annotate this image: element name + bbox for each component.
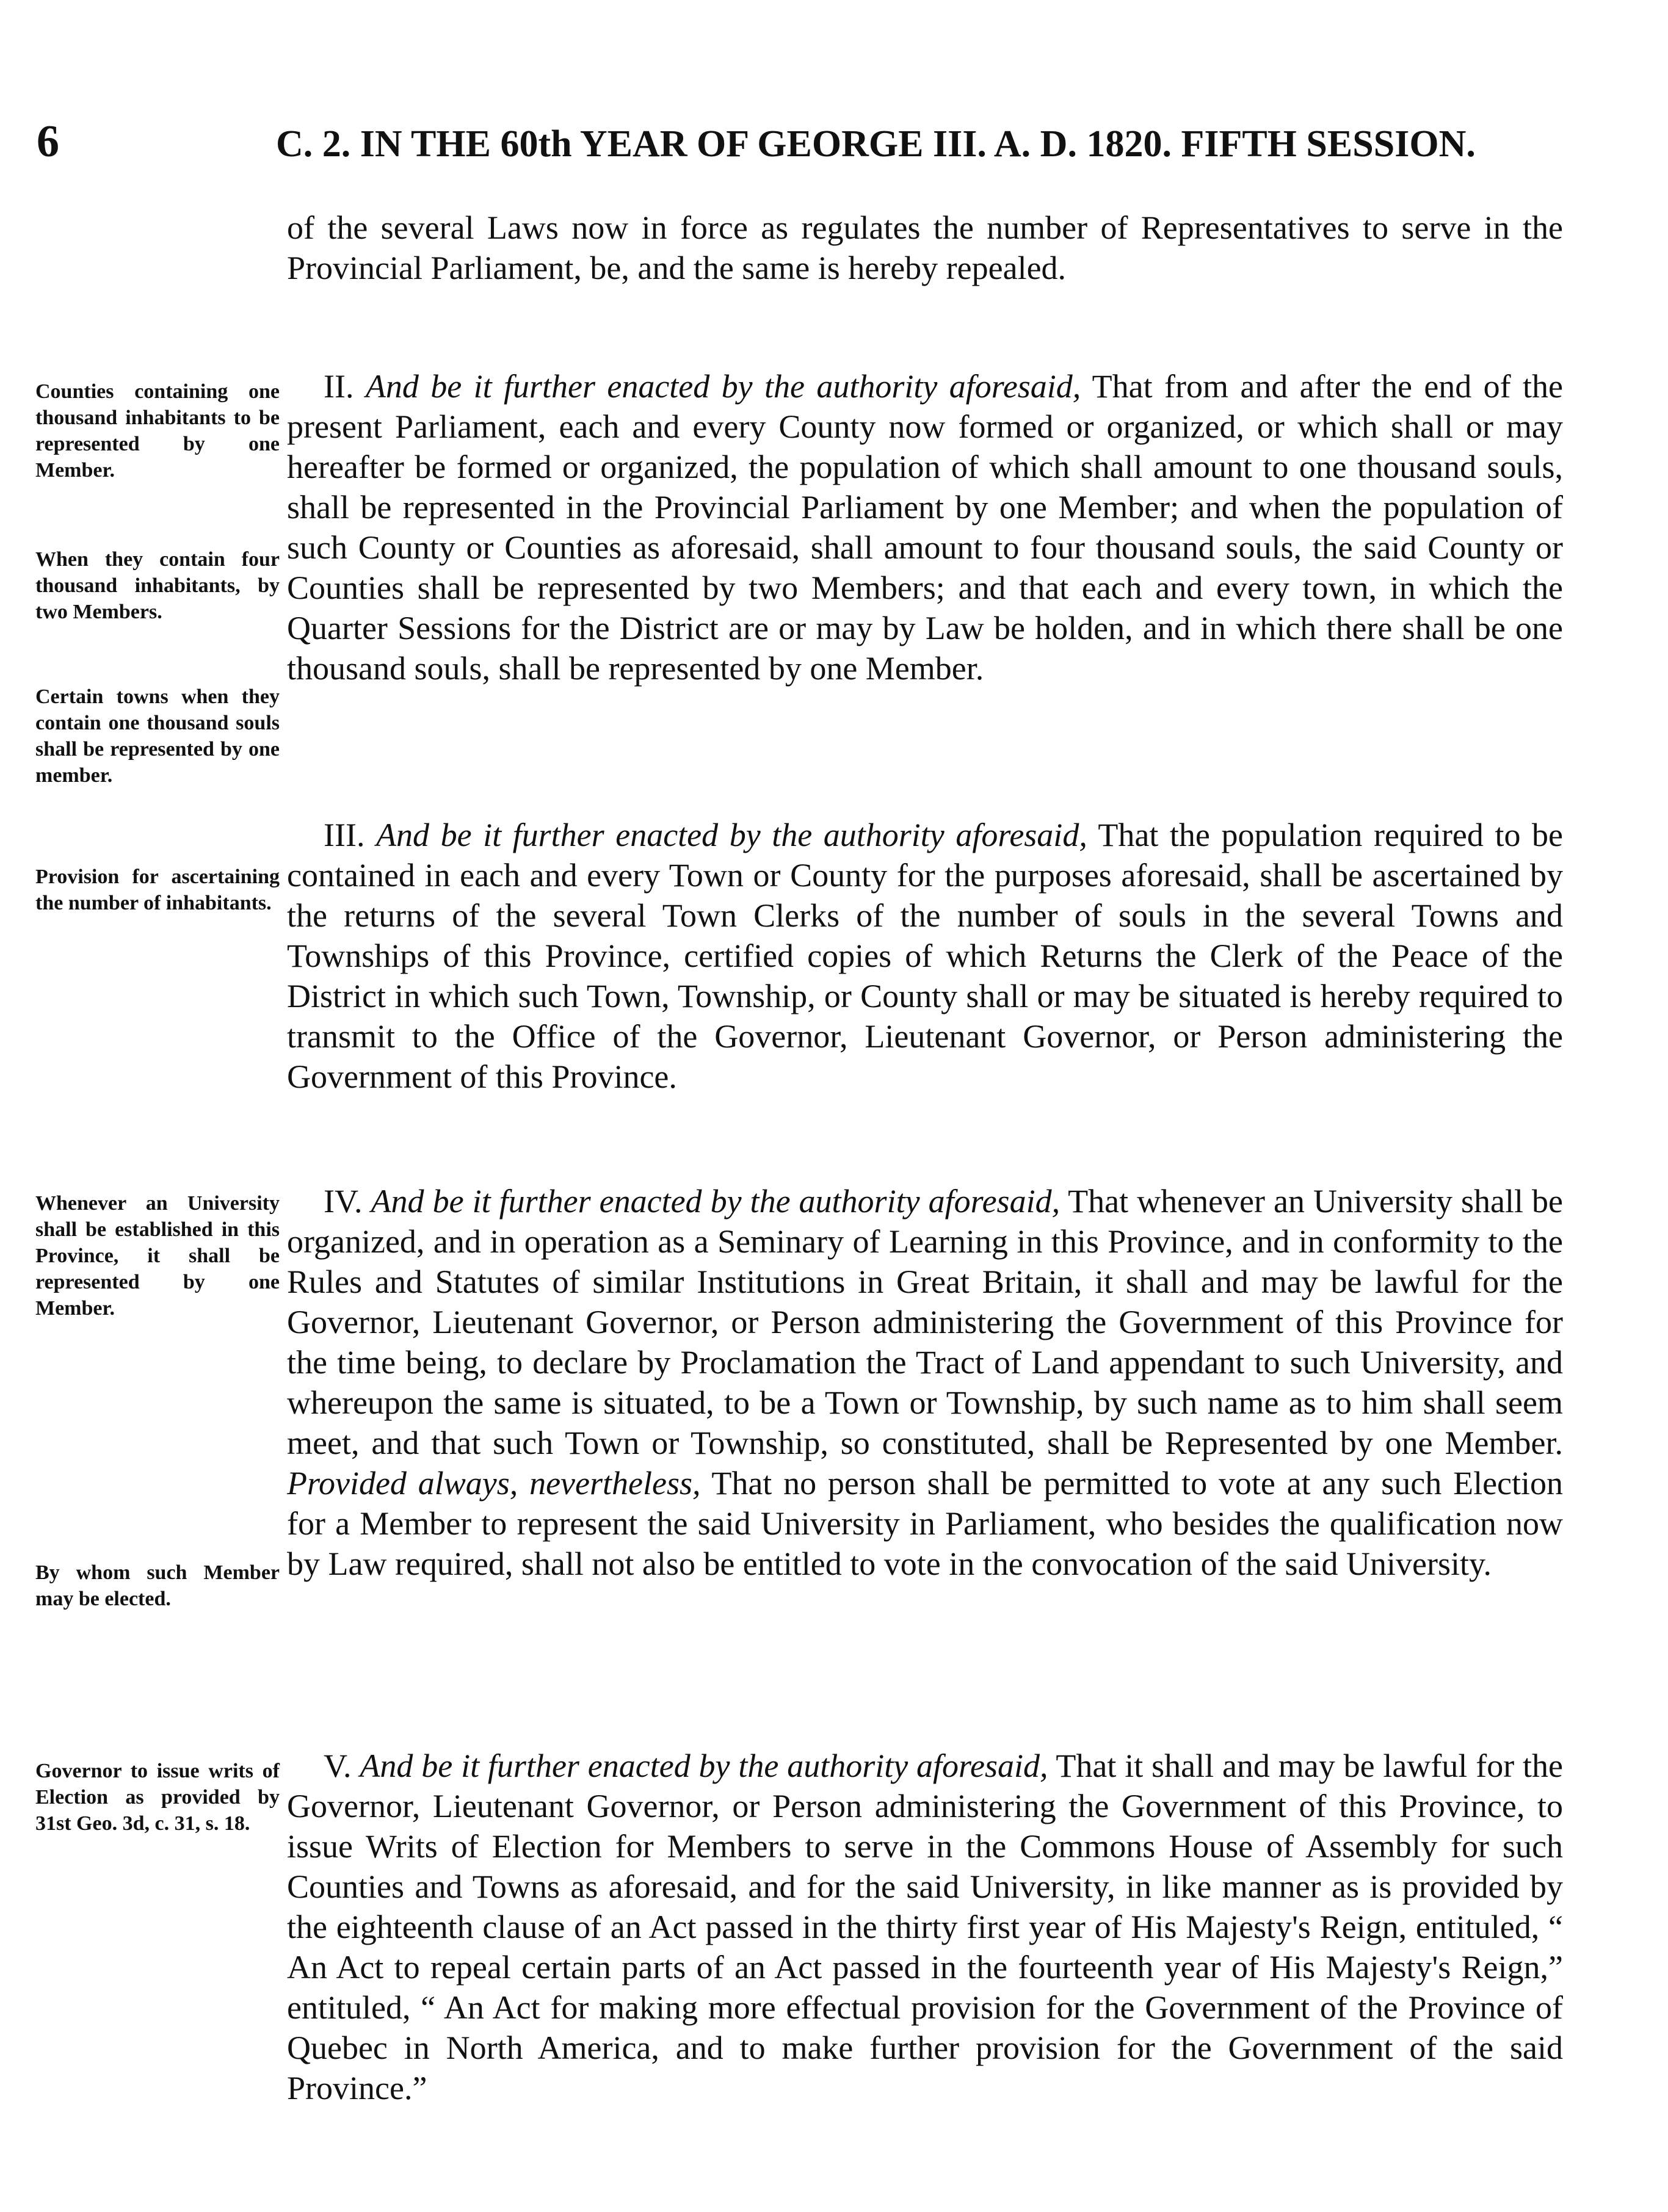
section-numeral: III. [324, 817, 365, 853]
section-4 [287, 1181, 1563, 1584]
enacting-formula: And be it further enacted by the authority aforesaid, [371, 1183, 1061, 1220]
section-numeral: IV. [324, 1183, 363, 1220]
section-3 [287, 815, 1563, 1097]
section-text: That it shall and may be lawful for the Governor, Lieutenant Governor, or Person administering the Government of this Province, to issue Writs of Election for Members to serve in the Commons House of Assembly for such Counties and Towns as aforesaid, and for the said University, in like manner as is provided by the eighteenth clause of an Act passed in the thirty first year of His Majesty's Reign, entituled, “ An Act to repeal certain parts of an Act passed in the fourteenth year of His Majesty's Reign,” entituled, “ An Act for making more effectual provision for the Government of the Province of Quebec in North America, and to make further provision for the Government of the said Province.” [287, 1748, 1564, 2106]
margin-note: By whom such Member may be elected. [35, 1561, 280, 1610]
enacting-formula: And be it further enacted by the authority aforesaid, [376, 817, 1087, 853]
enacting-formula: And be it further enacted by the authority aforesaid, [365, 368, 1081, 405]
margin-note: Whenever an University shall be established in this Province, it shall be represented by one Member. [35, 1192, 280, 1320]
enacting-formula: And be it further enacted by the authority aforesaid, [360, 1748, 1048, 1784]
section-2 [287, 366, 1563, 689]
running-title: C. 2. IN THE 60th YEAR OF GEORGE III. A. D. 1820. FIFTH SESSION. [276, 123, 1476, 165]
margin-note: When they contain four thousand inhabitants, by two Members. [35, 548, 280, 623]
section-text: That from and after the end of the present Parliament, each and every County now formed or organized, or which shall or may hereafter be formed or organized, the population of which shall amount to one thousand souls, shall be represented in the Provincial Parliament by one Member; and when the population of such County or Counties as aforesaid, shall amount to four thousand souls, the said County or Counties shall be represented by two Members; and that each and every town, in which the Quarter Sessions for the District are or may by Law be holden, and in which there shall be one thousand souls, shall be represented by one Member. [287, 368, 1564, 687]
proviso-text: That no person shall be permitted to vote at any such Election for a Member to represent the said University in Parliament, who besides the qualification now by Law required, shall not also be entitled to vote in the convocation of the said University. [287, 1465, 1564, 1582]
section-text: That the population required to be contained in each and every Town or County for the purposes aforesaid, shall be ascertained by the returns of the several Town Clerks of the number of souls in the several Towns and Townships of this Province, certified copies of which Returns the Clerk of the Peace of the District in which such Town, Township, or County shall or may be situated is hereby required to transmit to the Office of the Governor, Lieutenant Governor, or Person administering the Government of this Province. [287, 817, 1563, 1095]
margin-note: Governor to issue writs of Election as provided by 31st Geo. 3d, c. 31, s. 18. [35, 1760, 280, 1835]
section-numeral: V. [324, 1748, 352, 1784]
proviso-formula: Provided always, nevertheless, [287, 1465, 701, 1502]
margin-note: Certain towns when they contain one thousand souls shall be represented by one member. [35, 685, 280, 787]
section-numeral: II. [324, 368, 354, 405]
section-5 [287, 1746, 1563, 2108]
page-number: 6 [37, 117, 59, 167]
margin-note: Counties containing one thousand inhabitants to be represented by one Member. [35, 380, 280, 482]
continuation-paragraph: of the several Laws now in force as regulates the number of Representatives to serve in the Provincial Parliament, be, and the same is hereby repealed. [287, 209, 1563, 286]
margin-note: Provision for ascertaining the number of inhabitants. [35, 866, 280, 914]
section-text: That whenever an University shall be organized, and in operation as a Seminary of Learning in this Province, and in conformity to the Rules and Statutes of similar Institutions in Great Britain, it shall and may be lawful for the Governor, Lieutenant Governor, or Person administering the Government of this Province for the time being, to declare by Proclamation the Tract of Land appendant to such University, and whereupon the same is situated, to be a Town or Township, by such name as to him shall seem meet, and that such Town or Township, so constituted, shall be Represented by one Member. [287, 1183, 1563, 1461]
